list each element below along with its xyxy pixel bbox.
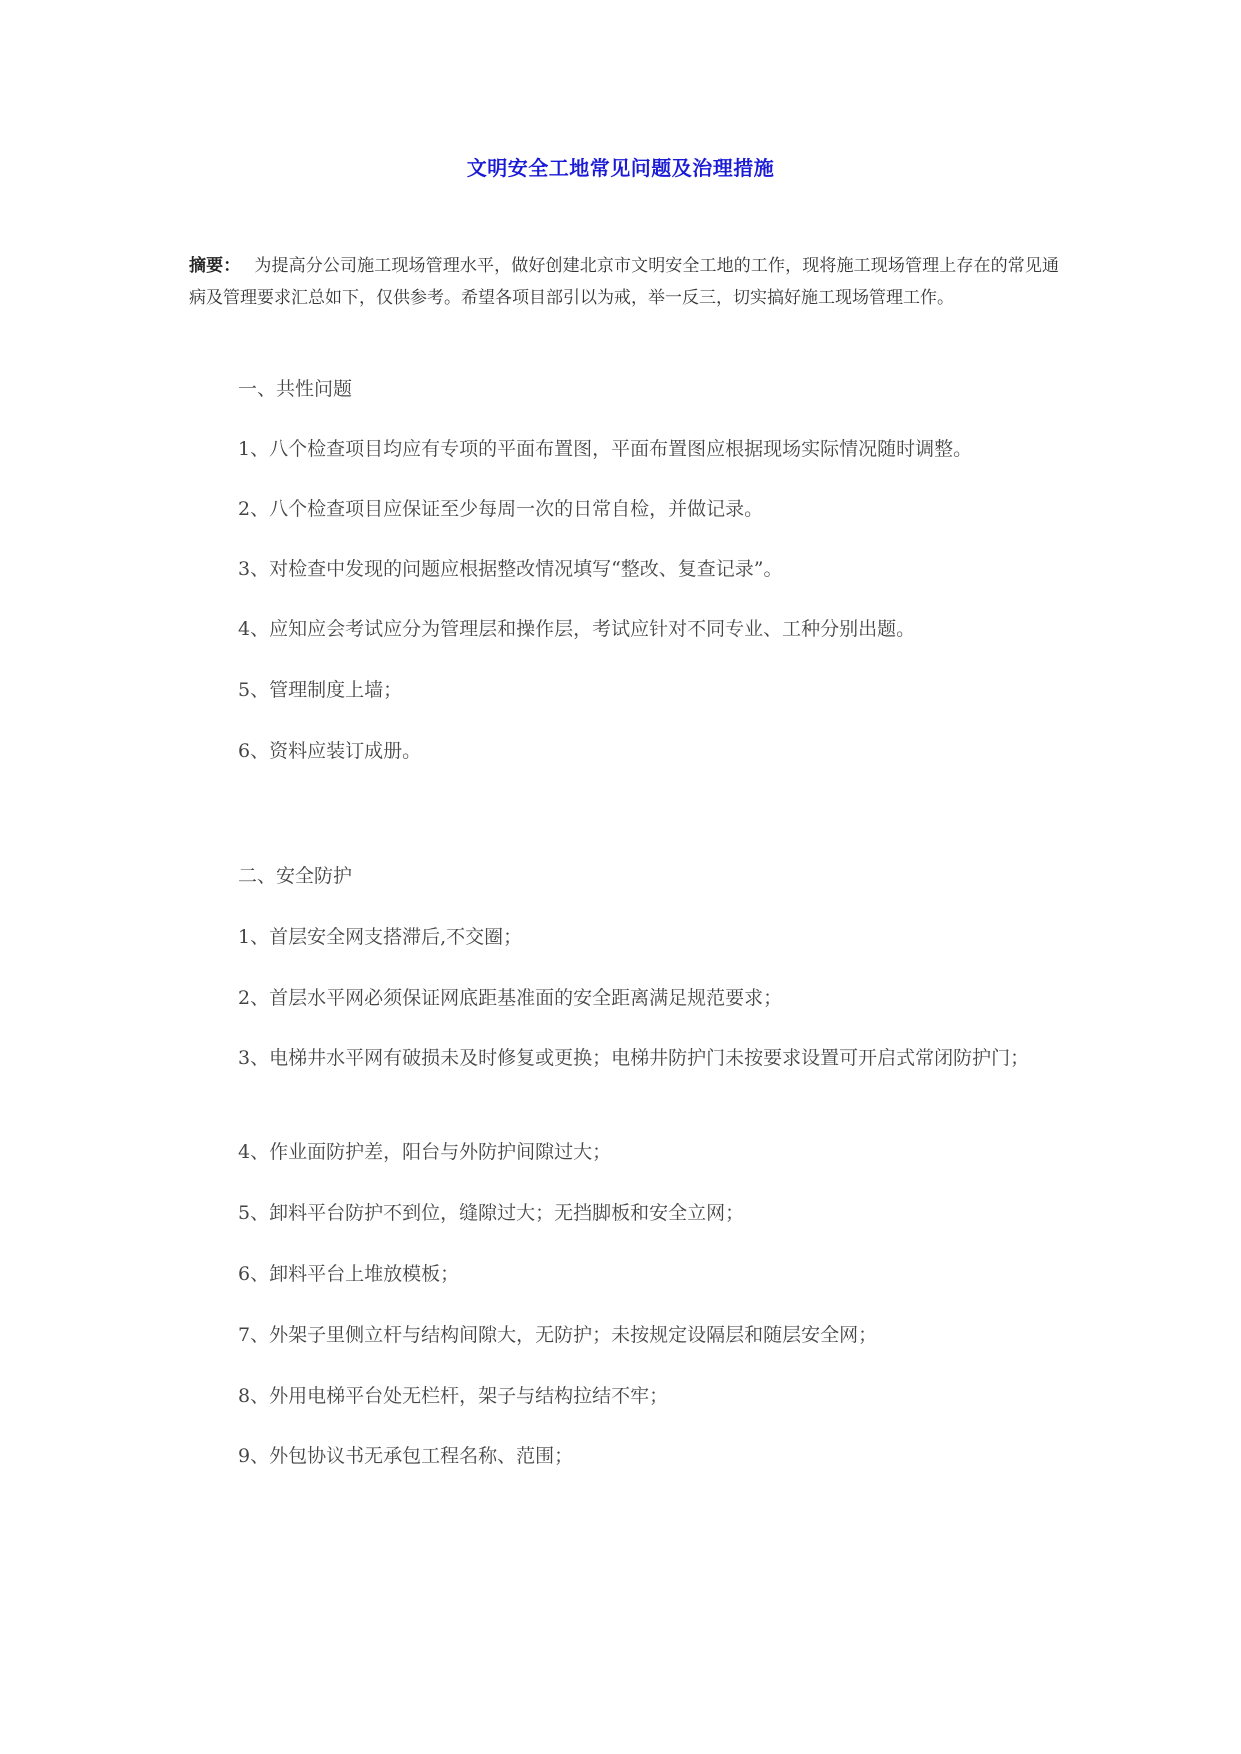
- list-item: 3、对检查中发现的问题应根据整改情况填写“整改、复查记录”。: [238, 558, 783, 580]
- list-item: 5、管理制度上墙；: [238, 679, 403, 701]
- abstract-text: 为提高分公司施工现场管理水平，做好创建北京市文明安全工地的工作，现将施工现场管理上存在的常见通病及管理要求汇总如下，仅供参考。希望各项目部引以为戒，举一反三，切实搞好施工现场管理工作。: [189, 256, 1060, 308]
- abstract-paragraph: [189, 250, 1059, 314]
- abstract-label: 摘要：: [189, 256, 241, 276]
- list-item: 6、卸料平台上堆放模板；: [238, 1263, 460, 1285]
- list-item: 8、外用电梯平台处无栏杆，架子与结构拉结不牢；: [238, 1385, 669, 1407]
- list-item: 2、八个检查项目应保证至少每周一次的日常自检，并做记录。: [238, 498, 764, 520]
- section-heading-common-issues: 一、共性问题: [238, 378, 353, 400]
- list-item: 5、卸料平台防护不到位，缝隙过大；无挡脚板和安全立网；: [238, 1202, 745, 1224]
- list-item: 1、首层安全网支搭滞后,不交圈；: [238, 926, 523, 948]
- section-heading-safety-protection: 二、安全防护: [238, 865, 353, 887]
- document-title: 文明安全工地常见问题及治理措施: [466, 156, 775, 180]
- list-item: 3、电梯井水平网有破损未及时修复或更换；电梯井防护门未按要求设置可开启式常闭防护门；: [238, 1047, 1030, 1069]
- list-item: 1、八个检查项目均应有专项的平面布置图，平面布置图应根据现场实际情况随时调整。: [238, 438, 973, 460]
- list-item: 4、作业面防护差，阳台与外防护间隙过大；: [238, 1141, 612, 1163]
- list-item: 6、资料应装订成册。: [238, 740, 422, 762]
- list-item: 7、外架子里侧立杆与结构间隙大，无防护；未按规定设隔层和随层安全网；: [238, 1324, 878, 1346]
- list-item: 4、应知应会考试应分为管理层和操作层，考试应针对不同专业、工种分别出题。: [238, 618, 916, 640]
- list-item: 9、外包协议书无承包工程名称、范围；: [238, 1445, 574, 1467]
- list-item: 2、首层水平网必须保证网底距基准面的安全距离满足规范要求；: [238, 987, 783, 1009]
